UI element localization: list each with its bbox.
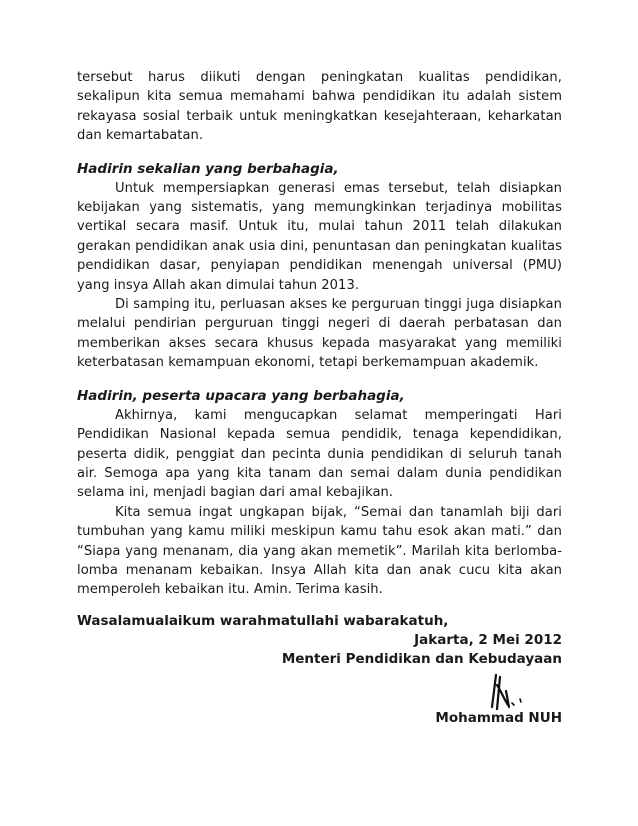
paragraph-akhirnya: Akhirnya, kami mengucapkan selamat memperingati Hari Pendidikan Nasional kepada semua pendidik, tenaga kependidikan, peserta didik, penggiat dan pecinta dunia pendidikan di seluruh tanah air. Semoga apa yang kita tanam dan semai dalam dunia pendidikan selama ini, menjadi bagian dari amal kebajikan. xyxy=(77,407,562,501)
closing-salutation: Wasalamualaikum warahmatullahi wabarakatuh, xyxy=(77,612,449,629)
letter-page xyxy=(77,68,562,728)
paragraph-generasi-emas: Untuk mempersiapkan generasi emas tersebut, telah disiapkan kebijakan yang sistematis, yang memungkinkan terjadinya mobilitas vertikal secara masif. Untuk itu, mulai tahun 2011 telah dilakukan gerakan pendidikan anak usia dini, penuntasan dan peningkatan kualitas pendidikan dasar, penyiapan pendidikan menengah universal (PMU) yang insya Allah akan dimulai tahun 2013. xyxy=(77,180,562,293)
handwritten-signature xyxy=(476,671,536,713)
heading-hadirin-sekalian: Hadirin sekalian yang berbahagia, xyxy=(77,160,339,177)
signature-block xyxy=(77,631,562,728)
paragraph-perluasan-akses: Di samping itu, perluasan akses ke perguruan tinggi juga disiapkan melalui pendirian perguruan tinggi negeri di daerah perbatasan dan memberikan akses secara khusus kepada masyarakat yang memiliki keterbatasan kemampuan ekonomi, tetapi berkemampuan akademik. xyxy=(77,297,562,371)
heading-hadirin-peserta: Hadirin, peserta upacara yang berbahagia, xyxy=(77,387,405,404)
signer-position: Menteri Pendidikan dan Kebudayaan xyxy=(281,650,562,667)
place-date: Jakarta, 2 Mei 2012 xyxy=(414,631,562,648)
signer-name: Mohammad NUH xyxy=(435,709,562,726)
paragraph-intro: tersebut harus diikuti dengan peningkatan kualitas pendidikan, sekalipun kita semua memahami bahwa pendidikan itu adalah sistem rekayasa sosial terbaik untuk meningkatkan kesejahteraan, keharkatan dan kemartabatan. xyxy=(77,70,562,144)
paragraph-ungkapan-bijak: Kita semua ingat ungkapan bijak, “Semai dan tanamlah biji dari tumbuhan yang kamu miliki meskipun kamu tahu esok akan mati.” dan “Siapa yang menanam, dia yang akan memetik”. Marilah kita berlomba-lomba menanam kebaikan. Insya Allah kita dan anak cucu kita akan memperoleh kebaikan itu. Amin. Terima kasih. xyxy=(77,504,562,598)
